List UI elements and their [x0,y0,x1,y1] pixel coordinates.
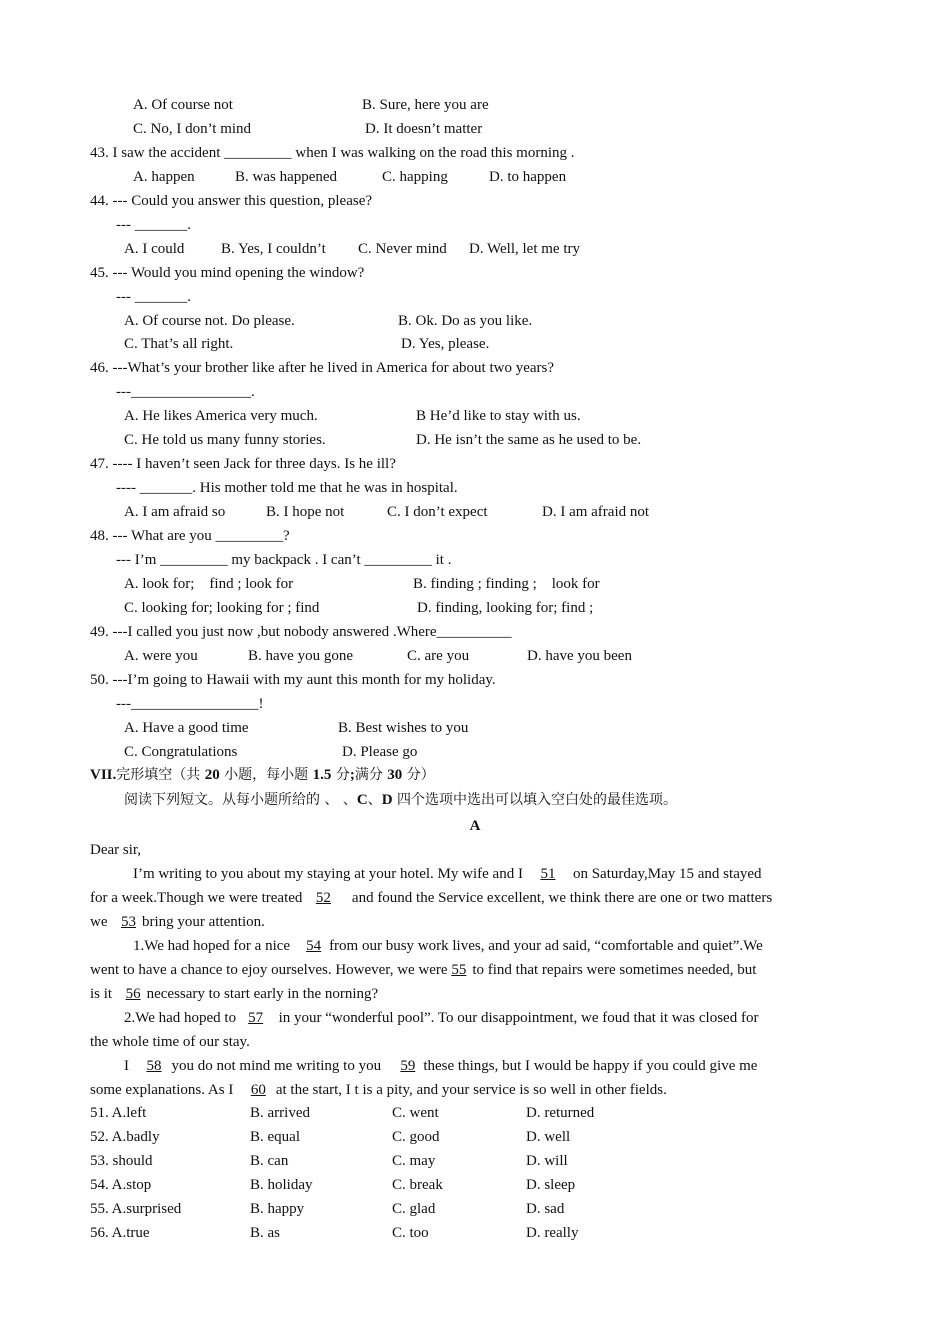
text-segment: in your “wonderful pool”. To our disappointment, we foud that it was closed for [278,1010,759,1026]
choice-51-a: 51. A.left [90,1105,147,1121]
q45-stem: 45. --- Would you mind opening the window? [90,265,365,281]
text-segment: 、 [367,792,382,808]
choice-52-c: C. good [392,1129,440,1145]
q44-option-b: B. Yes, I couldn’t [221,241,326,257]
q45-option-b: B. Ok. Do as you like. [398,313,533,329]
text-segment: 四个选项中选出可以填入空白处的最佳选项。 [392,792,678,808]
q42-option-c: C. No, I don’t mind [133,121,252,137]
choice-52-d: D. well [526,1129,571,1145]
q49-option-d: D. have you been [527,648,632,664]
choice-56-c: C. too [392,1225,429,1241]
q45-answer-blank: --- _______. [116,289,191,305]
choice-53-d: D. will [526,1153,568,1169]
q50-option-c: C. Congratulations [124,744,238,760]
q48-option-a: A. look for; find ; look for [124,576,294,592]
q47-option-a: A. I am afraid so [124,504,226,520]
q47-option-b: B. I hope not [266,504,345,520]
text-segment: and found the Service excellent, we think there are one or two matters [351,890,773,906]
text-segment: some explanations. As I [90,1082,234,1098]
choice-53-b: B. can [250,1153,289,1169]
q42-option-b: B. Sure, here you are [362,97,489,113]
q44-option-d: D. Well, let me try [469,241,580,257]
q48-option-b: B. finding ; finding ; look for [413,576,600,592]
text-segment: 1.5 [312,767,332,783]
q44-option-c: C. Never mind [358,241,447,257]
passage-line [133,936,763,956]
q43-option-c: C. happing [382,169,448,185]
text-segment: ; [349,767,355,783]
blank-59: 59 [400,1058,416,1074]
q47-stem: 47. ---- I haven’t seen Jack for three days. Is he ill? [90,456,396,472]
q45-option-a: A. Of course not. Do please. [124,313,295,329]
q47-option-c: C. I don’t expect [387,504,488,520]
passage-line [90,888,772,908]
text-segment: C [356,792,368,808]
q50-stem: 50. ---I’m going to Hawaii with my aunt this month for my holiday. [90,672,496,688]
blank-58: 58 [146,1058,162,1074]
text-segment: you do not mind me writing to you [171,1058,382,1074]
text-segment: for a week.Though we were treated [90,890,303,906]
choice-54-d: D. sleep [526,1177,576,1193]
q48-stem: 48. --- What are you _________? [90,528,290,544]
choice-54-c: C. break [392,1177,443,1193]
q42-option-a: A. Of course not [133,97,233,113]
q43-stem: 43. I saw the accident _________ when I was walking on the road this morning . [90,145,575,161]
choice-51-c: C. went [392,1105,439,1121]
text-segment: 2.We had hoped to [124,1010,237,1026]
text-segment: 小题，每小题 [219,767,313,783]
blank-60: 60 [250,1082,266,1098]
text-segment: D [381,792,393,808]
text-segment: 满分 [354,767,388,783]
passage-heading: A [469,818,481,834]
q47-answer-blank: ---- _______. His mother told me that he was in hospital. [116,480,458,496]
q42-option-d: D. It doesn’t matter [365,121,483,137]
blank-55: 55 [451,962,467,978]
passage-line [124,1008,758,1028]
text-segment: we [90,914,108,930]
choice-55-c: C. glad [392,1201,436,1217]
text-segment: bring your attention. [142,914,265,930]
text-segment: went to have a chance to ejoy ourselves. However, we were [90,962,448,978]
passage-line [90,960,756,980]
q44-answer-blank: --- _______. [116,217,191,233]
q46-stem: 46. ---What’s your brother like after he lived in America for about two years? [90,360,554,376]
q50-option-a: A. Have a good time [124,720,249,736]
text-segment: I’m writing to you about my staying at your hotel. My wife and I [133,866,523,882]
choice-52-a: 52. A.badly [90,1129,160,1145]
q49-stem: 49. ---I called you just now ,but nobody answered .Where__________ [90,624,512,640]
blank-54: 54 [306,938,322,954]
q44-option-a: A. I could [124,241,185,257]
text-segment: 分） [402,767,435,783]
q45-option-c: C. That’s all right. [124,336,234,352]
q48-answer-blank: --- I’m _________ my backpack . I can’t _________ it . [116,552,452,568]
q43-option-d: D. to happen [489,169,567,185]
q48-option-c: C. looking for; looking for ; find [124,600,320,616]
section-7-title [90,765,435,785]
q46-option-a: A. He likes America very much. [124,408,318,424]
blank-51: 51 [540,866,556,882]
choice-51-d: D. returned [526,1105,595,1121]
q46-option-b: B He’d like to stay with us. [416,408,581,424]
choice-56-a: 56. A.true [90,1225,150,1241]
passage-line [90,912,265,932]
q43-option-a: A. happen [133,169,195,185]
choice-54-b: B. holiday [250,1177,313,1193]
blank-53: 53 [121,914,136,930]
text-segment: 完形填空（共 [116,767,205,783]
passage-line [133,864,762,884]
text-segment: I [124,1058,129,1074]
text-segment: at the start, I t is a pity, and your service is so well in other fields. [275,1082,667,1098]
choice-52-b: B. equal [250,1129,300,1145]
choice-51-b: B. arrived [250,1105,310,1121]
q44-stem: 44. --- Could you answer this question, please? [90,193,373,209]
text-segment: is it [90,986,113,1002]
q48-option-d: D. finding, looking for; find ; [417,600,594,616]
text-segment: VII. [90,767,117,783]
choice-55-a: 55. A.surprised [90,1201,182,1217]
blank-52: 52 [315,890,331,906]
q50-option-b: B. Best wishes to you [338,720,469,736]
choice-54-a: 54. A.stop [90,1177,152,1193]
text-segment: 30 [387,767,403,783]
choice-55-b: B. happy [250,1201,305,1217]
text-segment: these things, but I would be happy if you could give me [423,1058,758,1074]
q46-option-c: C. He told us many funny stories. [124,432,326,448]
q50-option-d: D. Please go [342,744,418,760]
q49-option-a: A. were you [124,648,198,664]
text-segment: 分 [331,767,350,783]
choice-53-c: C. may [392,1153,436,1169]
text-segment: necessary to start early in the norning? [146,986,379,1002]
passage-line [90,1080,667,1100]
choice-55-d: D. sad [526,1201,565,1217]
passage-line: the whole time of our stay. [90,1034,250,1050]
q49-option-b: B. have you gone [248,648,353,664]
blank-57: 57 [248,1010,264,1026]
choice-56-b: B. as [250,1225,280,1241]
text-segment: on Saturday,May 15 and stayed [572,866,762,882]
text-segment: to find that repairs were sometimes needed, but [472,962,757,978]
section-7-instruction [124,790,677,810]
passage-line [124,1056,757,1076]
choice-56-d: D. really [526,1225,579,1241]
passage-line [90,984,378,1004]
q46-answer-blank: ---________________. [116,384,255,400]
text-segment: 20 [204,767,220,783]
q49-option-c: C. are you [407,648,470,664]
letter-greeting: Dear sir, [90,842,142,858]
q47-option-d: D. I am afraid not [542,504,650,520]
text-segment: 1.We had hoped for a nice [133,938,291,954]
blank-56: 56 [125,986,141,1002]
choice-53-a: 53. should [90,1153,153,1169]
text-segment: 阅读下列短文。从每小题所给的 、 、 [124,792,357,808]
q43-option-b: B. was happened [235,169,338,185]
q46-option-d: D. He isn’t the same as he used to be. [416,432,642,448]
q50-answer-blank: ---_________________! [116,696,264,712]
text-segment: from our busy work lives, and your ad said, “comfortable and quiet”.We [329,938,763,954]
q45-option-d: D. Yes, please. [401,336,490,352]
